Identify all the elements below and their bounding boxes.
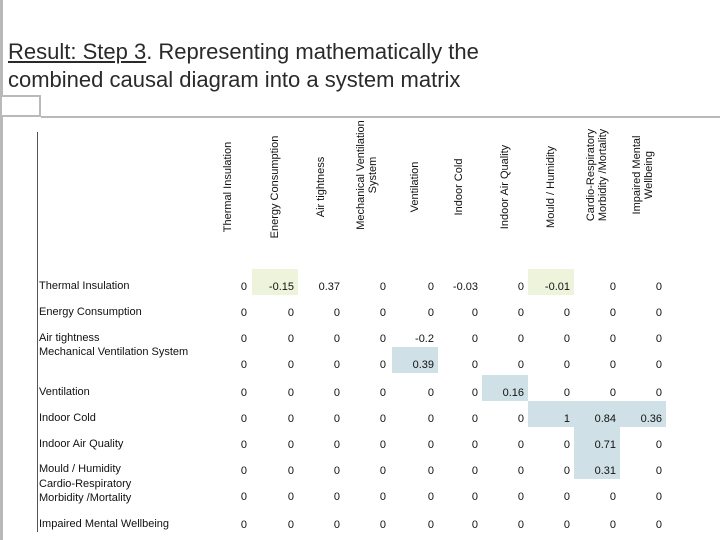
column-header-text: Indoor Cold	[453, 158, 465, 216]
column-header-text: Impaired Mental	[631, 135, 643, 215]
matrix-cell: 0	[471, 359, 478, 371]
column-header-text: Ventilation	[409, 161, 421, 213]
matrix-cell: 0	[379, 439, 386, 451]
matrix-cell: 0	[563, 465, 570, 477]
matrix-cell: 0	[609, 281, 616, 293]
matrix-cell: 0	[471, 307, 478, 319]
matrix-cell: 0.31	[574, 453, 620, 479]
matrix-cell: 0	[471, 333, 478, 345]
matrix-cell: 0	[333, 439, 340, 451]
column-header-text: Wellbeing	[643, 150, 655, 200]
matrix-cell: 0	[427, 439, 434, 451]
matrix-cell: 0	[655, 333, 662, 345]
matrix-cell: 0	[517, 333, 524, 345]
matrix-cell: 0	[287, 439, 294, 451]
matrix-cell: 0	[287, 519, 294, 531]
matrix-cell: 0	[427, 465, 434, 477]
matrix-cell: 0	[609, 519, 616, 531]
column-header-text: Thermal Insulation	[222, 141, 234, 233]
matrix-cell: 0	[379, 281, 386, 293]
row-label: Energy Consumption	[39, 306, 142, 318]
matrix-cell: 0	[471, 465, 478, 477]
row-label: Mechanical Ventilation System	[39, 346, 189, 358]
matrix-cell: 0	[379, 387, 386, 399]
matrix-cell: 0	[517, 439, 524, 451]
matrix-cell: 0	[655, 439, 662, 451]
matrix-cell: 0	[240, 281, 247, 293]
row-label: Indoor Air Quality	[39, 438, 124, 450]
matrix-cell: 0	[333, 307, 340, 319]
matrix-cell: 0	[333, 519, 340, 531]
matrix-cell: 0	[240, 333, 247, 345]
matrix-cell: 0	[379, 359, 386, 371]
matrix-cell: 0.16	[482, 375, 528, 401]
matrix-cell: 0	[471, 439, 478, 451]
matrix-cell: 0	[333, 491, 340, 503]
row-label: Mould / Humidity	[39, 463, 121, 475]
matrix-cell: 0	[609, 333, 616, 345]
matrix-cell: 0	[427, 307, 434, 319]
matrix-cell: 0	[655, 281, 662, 293]
slide-decoration-left-bar	[0, 0, 3, 540]
matrix-cell: 0	[333, 465, 340, 477]
matrix-cell: -0.15	[252, 269, 298, 295]
column-header-text: Mould / Humidity	[545, 146, 557, 228]
matrix-cell: 0	[655, 491, 662, 503]
matrix-cell: 0	[655, 465, 662, 477]
matrix-cell: 0.39	[392, 347, 438, 373]
matrix-cell: 0	[563, 439, 570, 451]
matrix-cell: 0	[240, 307, 247, 319]
matrix-cell: 0	[379, 307, 386, 319]
matrix-cell: 0	[517, 519, 524, 531]
matrix-cell: 0	[427, 281, 434, 293]
column-header-0	[205, 132, 251, 266]
matrix-cell: -0.03	[452, 281, 478, 293]
column-header-8	[574, 128, 620, 266]
matrix-cell: 0	[240, 359, 247, 371]
slide-title	[8, 38, 708, 94]
matrix-cell: 0	[563, 519, 570, 531]
matrix-cell: 0	[471, 387, 478, 399]
matrix-cell: 0	[563, 491, 570, 503]
matrix-cell: -0.2	[415, 333, 434, 345]
matrix-cell: 0	[240, 491, 247, 503]
matrix-cell: 0	[333, 387, 340, 399]
matrix-cell: 0	[333, 413, 340, 425]
matrix-cell: 0	[287, 491, 294, 503]
matrix-cell: 0	[609, 359, 616, 371]
matrix-cell: 0	[609, 387, 616, 399]
matrix-cell: 0	[655, 519, 662, 531]
matrix-cell: 0	[471, 491, 478, 503]
row-label: Thermal Insulation	[39, 280, 130, 292]
matrix-cell: 0	[287, 387, 294, 399]
column-header-text: Indoor Air Quality	[499, 144, 511, 230]
matrix-cell: 0	[609, 307, 616, 319]
matrix-cell: 0	[427, 387, 434, 399]
matrix-cell: 0	[427, 413, 434, 425]
matrix-cell: 0	[379, 413, 386, 425]
slide-decoration-rule	[41, 116, 720, 118]
title-rest: . Representing mathematically the	[146, 39, 479, 64]
matrix-cell: 0	[333, 359, 340, 371]
matrix-cell: 0	[655, 387, 662, 399]
row-label: Impaired Mental Wellbeing	[39, 518, 170, 530]
column-header-5	[436, 132, 482, 266]
title-line-2: combined causal diagram into a system matrix	[8, 67, 461, 92]
matrix-cell: 0	[471, 519, 478, 531]
matrix-cell: 0	[471, 413, 478, 425]
matrix-cell: 1	[528, 401, 574, 427]
row-label: Ventilation	[39, 386, 90, 398]
column-header-7	[528, 132, 574, 266]
matrix-cell: 0.36	[620, 401, 666, 427]
matrix-cell: 0	[287, 333, 294, 345]
matrix-cell: 0	[517, 307, 524, 319]
matrix-cell: 0	[517, 281, 524, 293]
matrix-cell: 0	[517, 359, 524, 371]
matrix-cell: 0	[563, 359, 570, 371]
column-header-text: Air tightness	[315, 156, 327, 218]
matrix-cell: 0	[563, 307, 570, 319]
matrix-cell: 0	[287, 465, 294, 477]
matrix-cell: 0	[655, 359, 662, 371]
matrix-cell: 0	[609, 491, 616, 503]
matrix-cell: 0	[240, 439, 247, 451]
matrix-cell: 0	[517, 465, 524, 477]
matrix-cell: 0	[379, 465, 386, 477]
slide-decoration-square	[0, 95, 41, 117]
column-header-text: System	[367, 156, 379, 194]
column-header-text: Energy Consumption	[269, 135, 281, 239]
column-header-9	[620, 132, 666, 266]
row-label: Cardio-Respiratory Morbidity /Mortality	[39, 478, 132, 504]
title-link[interactable]: Result: Step 3	[8, 39, 147, 64]
column-header-3	[344, 120, 390, 266]
matrix-cell: 0	[240, 413, 247, 425]
matrix-cell: 0	[427, 519, 434, 531]
matrix-cell: 0	[379, 519, 386, 531]
row-label: Air tightness	[39, 332, 100, 344]
matrix-cell: 0	[333, 333, 340, 345]
matrix-cell: 0	[427, 491, 434, 503]
row-label: Indoor Cold	[39, 412, 96, 424]
matrix-cell: 0	[287, 359, 294, 371]
matrix-cell: 0	[655, 307, 662, 319]
matrix-cell: 0	[240, 519, 247, 531]
matrix-cell: 0.71	[574, 427, 620, 453]
column-header-1	[252, 132, 298, 266]
column-header-text: Cardio-Respiratory	[585, 128, 597, 222]
matrix-cell: 0	[287, 413, 294, 425]
column-header-4	[392, 132, 438, 266]
matrix-cell: 0	[240, 465, 247, 477]
matrix-cell: 0	[563, 333, 570, 345]
matrix-cell: 0	[563, 387, 570, 399]
matrix-cell: -0.01	[528, 269, 574, 295]
matrix-cell: 0	[379, 333, 386, 345]
matrix-cell: 0	[517, 413, 524, 425]
column-header-text: Morbidity /Mortality	[597, 128, 609, 222]
matrix-left-border	[37, 132, 38, 532]
column-header-2	[298, 132, 344, 266]
column-header-6	[482, 132, 528, 266]
column-header-text: Mechanical Ventilation	[355, 120, 367, 230]
matrix-cell: 0	[240, 387, 247, 399]
matrix-cell: 0	[287, 307, 294, 319]
matrix-cell: 0	[517, 491, 524, 503]
matrix-cell: 0.84	[574, 401, 620, 427]
matrix-cell: 0	[379, 491, 386, 503]
matrix-cell: 0.37	[318, 281, 340, 293]
